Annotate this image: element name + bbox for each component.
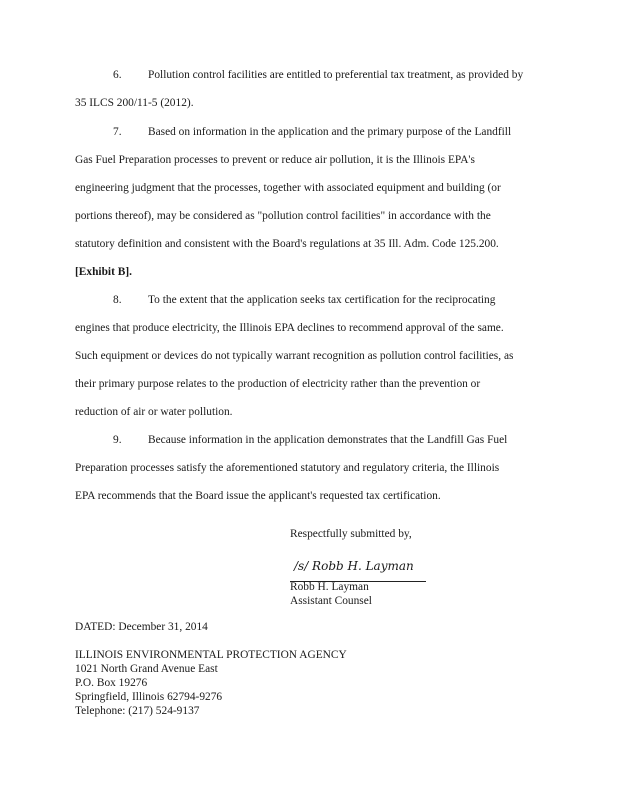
paragraph-8-line-1: To the extent that the application seeks tax certification for the reciprocating [148, 294, 496, 306]
agency-name: ILLINOIS ENVIRONMENTAL PROTECTION AGENCY [75, 649, 347, 661]
paragraph-8-line-5: reduction of air or water pollution. [75, 406, 233, 418]
signer-name: Robb H. Layman [290, 581, 369, 593]
closing-text: Respectfully submitted by, [290, 528, 412, 540]
paragraph-7-number: 7. [113, 126, 122, 138]
paragraph-8-number: 8. [113, 294, 122, 306]
signature: /s/ Robb H. Layman [294, 559, 414, 573]
paragraph-6-line-1: Pollution control facilities are entitled to preferential tax treatment, as provided by [148, 69, 524, 81]
agency-street: 1021 North Grand Avenue East [75, 663, 218, 675]
paragraph-9-number: 9. [113, 434, 122, 446]
paragraph-6-number: 6. [113, 69, 122, 81]
paragraph-8-line-2: engines that produce electricity, the Illinois EPA declines to recommend approval of the same. [75, 322, 504, 334]
paragraph-7-line-2: Gas Fuel Preparation processes to prevent or reduce air pollution, it is the Illinois EPA's [75, 154, 475, 166]
dated-line: DATED: December 31, 2014 [75, 621, 208, 633]
agency-telephone: Telephone: (217) 524-9137 [75, 705, 200, 717]
paragraph-9-line-1: Because information in the application demonstrates that the Landfill Gas Fuel [148, 434, 508, 446]
agency-po-box: P.O. Box 19276 [75, 677, 148, 689]
signature-line [290, 559, 426, 582]
paragraph-8-line-4: their primary purpose relates to the production of electricity rather than the prevention or [75, 378, 481, 390]
paragraph-7-line-4: portions thereof), may be considered as "pollution control facilities" in accordance with the [75, 210, 491, 222]
paragraph-9-line-3: EPA recommends that the Board issue the applicant's requested tax certification. [75, 490, 441, 502]
exhibit-reference: [Exhibit B]. [75, 266, 132, 278]
paragraph-7-line-5: statutory definition and consistent with the Board's regulations at 35 Ill. Adm. Code 125.200. [75, 238, 499, 250]
paragraph-9-line-2: Preparation processes satisfy the aforementioned statutory and regulatory criteria, the Illinois [75, 462, 500, 474]
paragraph-7-line-1: Based on information in the application and the primary purpose of the Landfill [148, 126, 512, 138]
signer-title: Assistant Counsel [290, 595, 372, 607]
paragraph-8-line-3: Such equipment or devices do not typically warrant recognition as pollution control facilities, as [75, 350, 514, 362]
paragraph-6-line-2: 35 ILCS 200/11-5 (2012). [75, 97, 194, 109]
agency-city: Springfield, Illinois 62794-9276 [75, 691, 223, 703]
paragraph-7-line-3: engineering judgment that the processes, together with associated equipment and building (or [75, 182, 501, 194]
